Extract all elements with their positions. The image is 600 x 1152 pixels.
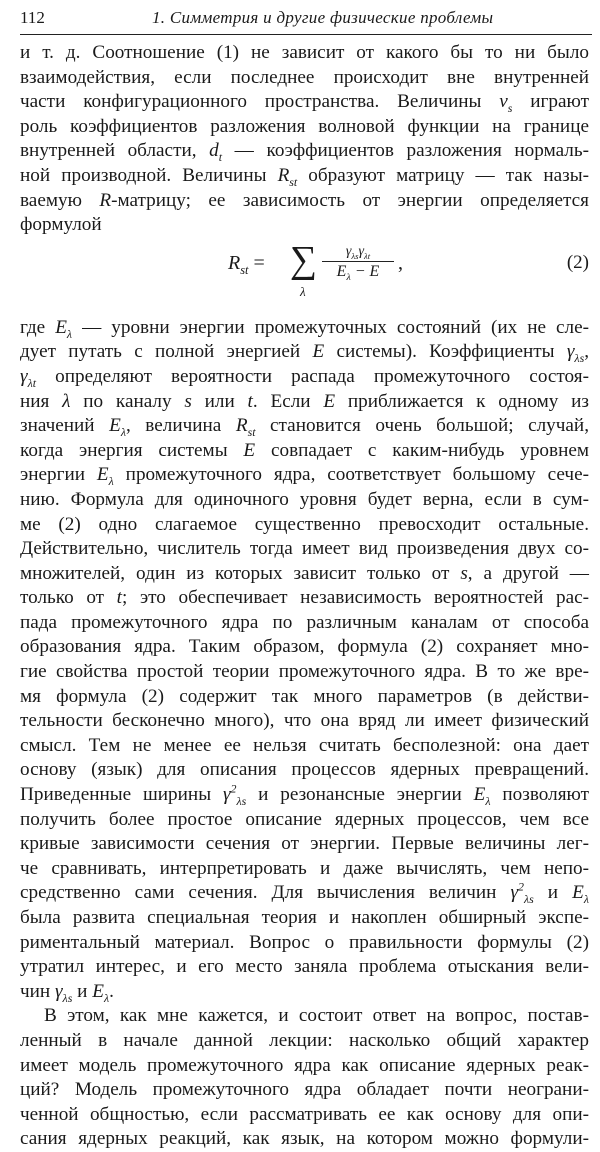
fraction-numerator: $\gamma_{\lambda s}\gamma_{\lambda t}$	[322, 244, 394, 262]
text-line: имеет модель промежуточного ядра как описание ядерных реак-	[20, 1054, 589, 1076]
text-line: че сравнивать, интерпретировать и даже вычислять, чем непо-	[20, 857, 589, 879]
paragraph-1	[20, 41, 589, 238]
running-header	[20, 8, 580, 30]
equation-number: (2)	[566, 251, 589, 273]
text-line: смысл. Тем не менее ее нельзя считать бесполезной: она дает	[20, 734, 589, 756]
text-line: когда энергия системы E совпадает с каким-нибудь уровнем	[20, 439, 589, 461]
text-line: внутренней области, $d_t$ — коэффициентов разложения нормаль-	[20, 140, 589, 165]
sum-index: λ	[300, 283, 306, 299]
text-line: сания ядерных реакций, как язык, на котором можно формули-	[20, 1128, 589, 1150]
body-text	[20, 41, 589, 1152]
text-line: ченной общностью, если рассматривать ее как основу для опи-	[20, 1103, 589, 1125]
text-line: множителей, один из которых зависит только от s, а другой —	[20, 562, 589, 584]
text-line: получить более простое описание ядерных процессов, чем все	[20, 808, 589, 830]
text-line: $\gamma_{\lambda t}$ определяют вероятности распада промежуточного состоя-	[20, 365, 589, 390]
text-line: значений $E_\lambda$, величина $R_{st}$ становится очень большой; случай,	[20, 415, 589, 439]
text-line: образования ядра. Таким образом, формула (2) сохраняет мно-	[20, 636, 589, 658]
text-line: Приведенные ширины $\gamma^2_{\lambda s}$ и резонансные энергии $E_\lambda$ позволяют	[20, 781, 589, 808]
text-line: чин $\gamma_{\lambda s}$ и $E_\lambda$.	[20, 980, 114, 1005]
text-line: ленный в начале данной лекции: насколько общий характер	[20, 1029, 589, 1051]
formula-comma: ,	[398, 251, 403, 274]
text-line: где $E_\lambda$ — уровни энергии промежуточных состояний (их не сле-	[20, 316, 589, 341]
text-line: нию. Формула для одиночного уровня будет верна, если в сум-	[20, 488, 589, 510]
text-line: ций? Модель промежуточного ядра обладает почти неограни-	[20, 1079, 589, 1101]
text-line: В этом, как мне кажется, и состоит ответ на вопрос, постав-	[44, 1005, 589, 1027]
fraction-denominator: $E_\lambda - E$	[336, 262, 380, 283]
header-rule	[20, 34, 592, 35]
text-line: тельности бесконечно много), что она вряд ли имеет физический	[20, 710, 589, 732]
formula-fraction	[322, 244, 394, 281]
text-line: основу (язык) для описания процессов ядерных превращений.	[20, 759, 589, 781]
sum-symbol: ∑	[290, 238, 318, 281]
display-formula	[20, 238, 589, 316]
text-line: части конфигурационного пространства. Величины $v_s$ играют	[20, 91, 589, 116]
paragraph-3	[20, 1004, 589, 1152]
text-line: ме (2) одно слагаемое существенно превосходит остальные.	[20, 513, 589, 535]
text-line: дует путать с полной энергией E системы). Коэффициенты $\gamma_{\lambda s}$,	[20, 341, 589, 366]
text-line: ваемую R-матрицу; ее зависимость от энергии определяется	[20, 189, 589, 211]
text-line: гие свойства простой теории промежуточного ядра. В то же вре-	[20, 661, 589, 683]
text-line: и т. д. Соотношение (1) не зависит от какого бы то ни было	[20, 42, 589, 63]
paragraph-2	[20, 316, 589, 1005]
text-line: средственно сами сечения. Для вычисления величин $\gamma^2_{\lambda s}$ и $E_\lambda$	[20, 880, 589, 907]
text-line: формулой	[20, 214, 102, 236]
chapter-title: 1. Симметрия и другие физические проблемы	[152, 8, 494, 27]
text-line: энергии $E_\lambda$ промежуточного ядра, соответствует большому сече-	[20, 464, 589, 489]
text-line: пада промежуточного ядра по различным каналам от способа	[20, 611, 589, 633]
text-line: мя формула (2) содержит так много параметров (в действи-	[20, 685, 589, 707]
text-line: утратил интерес, и его место заняла проблема отыскания вели-	[20, 956, 589, 978]
text-line: взаимодействия, если последнее происходит вне внутренней	[20, 66, 589, 88]
text-line: кривые зависимости сечения от энергии. Первые величины лег-	[20, 833, 589, 855]
text-line: Действительно, числитель тогда имеет вид произведения двух со-	[20, 538, 589, 560]
page-number: 112	[20, 8, 45, 27]
text-line: только от t; это обеспечивает независимость вероятностей рас-	[20, 587, 589, 609]
text-line: была развита специальная теория и накоплен обширный экспе-	[20, 907, 589, 928]
text-line: ния λ по каналу s или t. Если E приближается к одному из	[20, 390, 589, 412]
text-line: ной производной. Величины $R_{st}$ образуют матрицу — так назы-	[20, 164, 589, 189]
formula-lhs: $R_{st}$ =	[228, 251, 265, 277]
text-line: риментальный материал. Вопрос о правильности формулы (2)	[20, 931, 589, 953]
text-line: роль коэффициентов разложения волновой функции на границе	[20, 115, 589, 137]
